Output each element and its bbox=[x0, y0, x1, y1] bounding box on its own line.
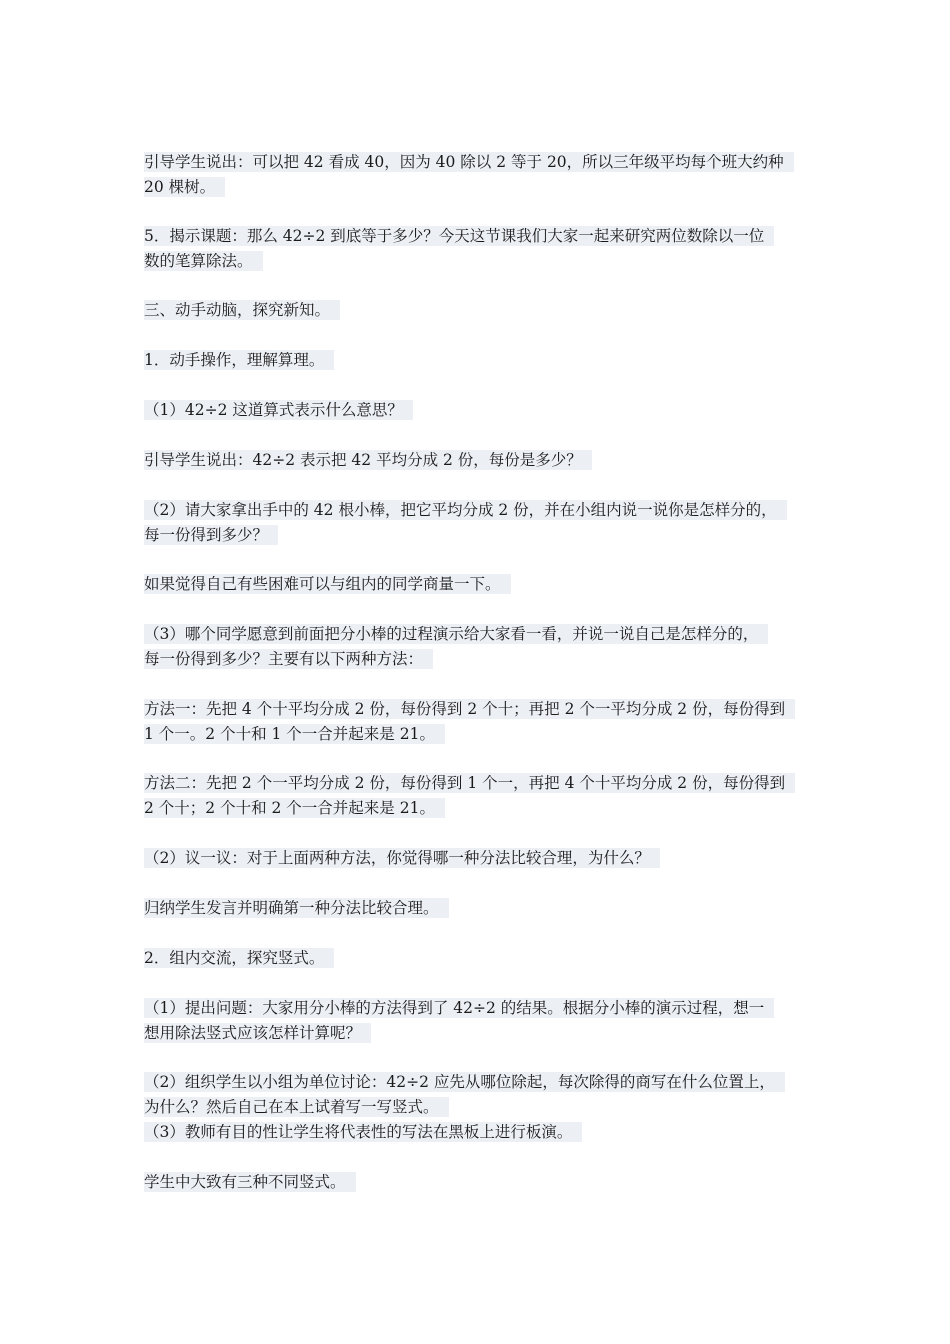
text-line: 归纳学生发言并明确第一种分法比较合理。 bbox=[144, 898, 449, 918]
text-line: 20 棵树。 bbox=[144, 177, 225, 197]
subheading-2 bbox=[144, 946, 824, 971]
text-line: 如果觉得自己有些困难可以与组内的同学商量一下。 bbox=[144, 574, 511, 594]
text-line: 2 个十；2 个十和 2 个一合并起来是 21。 bbox=[144, 798, 445, 818]
text-line: 三、动手动脑，探究新知。 bbox=[144, 300, 340, 320]
text-line: 每一份得到多少？主要有以下两种方法： bbox=[144, 649, 433, 669]
text-line: 1．动手操作，理解算理。 bbox=[144, 350, 334, 370]
text-line: （3）哪个同学愿意到前面把分小棒的过程演示给大家看一看，并说一说自己是怎样分的， bbox=[144, 624, 768, 644]
text-line: 引导学生说出：42÷2 表示把 42 平均分成 2 份，每份是多少？ bbox=[144, 450, 592, 470]
paragraph-three-forms bbox=[144, 1170, 824, 1195]
paragraph-question-2 bbox=[144, 498, 824, 548]
paragraph-reveal-topic bbox=[144, 224, 824, 274]
section-heading-3 bbox=[144, 298, 824, 323]
paragraph-question-3 bbox=[144, 622, 824, 672]
text-line: （2）组织学生以小组为单位讨论：42÷2 应先从哪位除起，每次除得的商写在什么位置上， bbox=[144, 1072, 785, 1092]
paragraph-guide-meaning bbox=[144, 448, 824, 473]
text-line: 方法二：先把 2 个一平均分成 2 份，每份得到 1 个一，再把 4 个十平均分成 2 份，每份得到 bbox=[144, 773, 795, 793]
paragraph-discuss-methods bbox=[144, 846, 824, 871]
text-line: （1）42÷2 这道算式表示什么意思？ bbox=[144, 400, 413, 420]
text-line: （2）议一议：对于上面两种方法，你觉得哪一种分法比较合理，为什么？ bbox=[144, 848, 660, 868]
text-line: 1 个一。2 个十和 1 个一合并起来是 21。 bbox=[144, 724, 445, 744]
text-line: （3）教师有目的性让学生将代表性的写法在黑板上进行板演。 bbox=[144, 1122, 582, 1142]
paragraph-group-discussion bbox=[144, 1070, 824, 1145]
paragraph-question-1 bbox=[144, 398, 824, 423]
paragraph-method-one bbox=[144, 697, 824, 747]
text-line: 2．组内交流，探究竖式。 bbox=[144, 948, 334, 968]
text-line: 方法一：先把 4 个十平均分成 2 份，每份得到 2 个十；再把 2 个一平均分成 2 份，每份得到 bbox=[144, 699, 795, 719]
paragraph-guide-estimate bbox=[144, 150, 824, 200]
subheading-1 bbox=[144, 348, 824, 373]
text-line: 想用除法竖式应该怎样计算呢？ bbox=[144, 1023, 371, 1043]
text-line: 引导学生说出：可以把 42 看成 40，因为 40 除以 2 等于 20，所以三年级平均每个班大约种 bbox=[144, 152, 794, 172]
text-line: 5．揭示课题：那么 42÷2 到底等于多少？今天这节课我们大家一起来研究两位数除以一位 bbox=[144, 226, 774, 246]
text-line: 为什么？然后自己在本上试着写一写竖式。 bbox=[144, 1097, 449, 1117]
text-line: 学生中大致有三种不同竖式。 bbox=[144, 1172, 356, 1192]
paragraph-discuss-hint bbox=[144, 572, 824, 597]
text-line: （2）请大家拿出手中的 42 根小棒，把它平均分成 2 份，并在小组内说一说你是怎样分的， bbox=[144, 500, 787, 520]
text-line: 数的笔算除法。 bbox=[144, 251, 263, 271]
paragraph-method-two bbox=[144, 771, 824, 821]
paragraph-summary bbox=[144, 896, 824, 921]
paragraph-pose-question bbox=[144, 996, 824, 1046]
text-line: （1）提出问题：大家用分小棒的方法得到了 42÷2 的结果。根据分小棒的演示过程，想一 bbox=[144, 998, 774, 1018]
text-line: 每一份得到多少？ bbox=[144, 525, 278, 545]
